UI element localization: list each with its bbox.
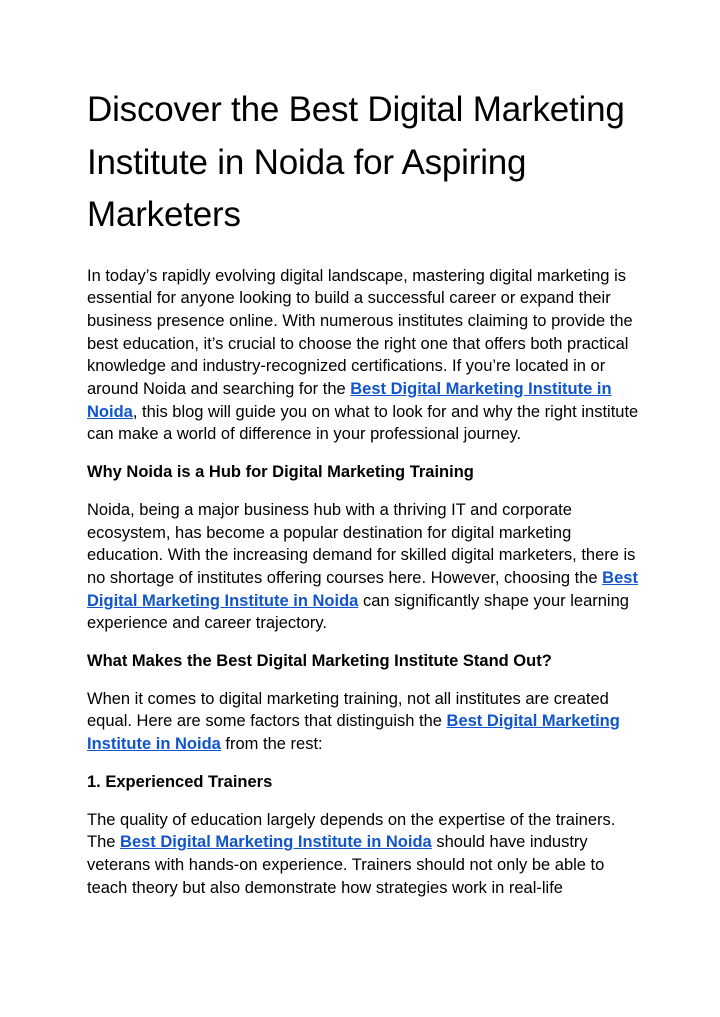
trainers-paragraph xyxy=(87,809,639,900)
section-heading-noida-hub: Why Noida is a Hub for Digital Marketing Training xyxy=(87,463,474,482)
intro-paragraph xyxy=(87,265,639,447)
stand-out-text-start: When it comes to digital marketing training, not all institutes are created equal. Here are some factors that distinguish the xyxy=(87,689,609,731)
intro-text-start: In today’s rapidly evolving digital landscape, mastering digital marketing is essential for anyone looking to build a successful career or expand their business presence online. With numerous institutes claiming to provide the best education, it’s crucial to choose the right one that offers both practical knowledge and industry-recognized certifications. If you’re located in or around Noida and searching for the xyxy=(87,266,633,399)
stand-out-paragraph xyxy=(87,688,639,756)
document-title: Discover the Best Digital Marketing Institute in Noida for Aspiring Marketers xyxy=(87,90,625,234)
noida-hub-paragraph xyxy=(87,499,639,635)
section-heading-stand-out: What Makes the Best Digital Marketing Institute Stand Out? xyxy=(87,652,552,671)
noida-hub-text-start: Noida, being a major business hub with a thriving IT and corporate ecosystem, has become a popular destination for digital marketing education. With the increasing demand for skilled digital marketers, there is no shortage of institutes offering courses here. However, choosing the xyxy=(87,500,636,587)
noida-hub-text-end: can significantly shape your learning experience and career trajectory. xyxy=(87,591,629,633)
stand-out-institute-link[interactable]: Best Digital Marketing Institute in Noida xyxy=(87,712,620,754)
intro-text-end: , this blog will guide you on what to look for and why the right institute can make a world of difference in your professional journey. xyxy=(87,402,639,444)
intro-institute-link[interactable]: Best Digital Marketing Institute in Noida xyxy=(87,380,612,421)
trainers-text-end: should have industry veterans with hands-on experience. Trainers should not only be able to teach theory but also demonstrate how strategies work in real-life xyxy=(87,833,605,897)
document-page xyxy=(87,84,639,899)
stand-out-text-end: from the rest: xyxy=(220,735,323,754)
section-heading-trainers: 1. Experienced Trainers xyxy=(87,772,273,791)
noida-hub-institute-link[interactable]: Best Digital Marketing Institute in Noida xyxy=(87,568,638,610)
trainers-institute-link[interactable]: Best Digital Marketing Institute in Noida xyxy=(120,833,432,852)
trainers-text-start: The quality of education largely depends on the expertise of the trainers. The xyxy=(87,810,616,852)
